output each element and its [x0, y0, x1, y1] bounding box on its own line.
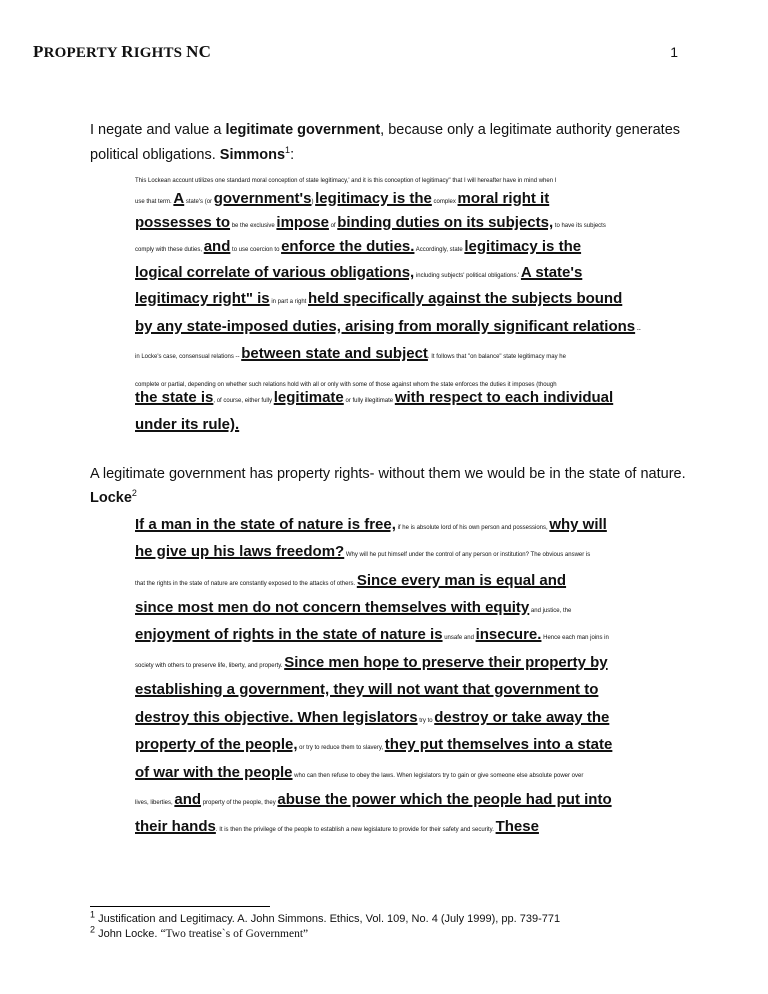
underlined-text: between state and subject — [241, 345, 428, 362]
card-text: lives, liberties, — [135, 800, 175, 806]
underlined-text: legitimacy is the — [464, 238, 582, 255]
card-line — [135, 791, 612, 809]
card-text: in Locke's case, consensual relations -- — [135, 354, 242, 360]
card-text: or try to reduce them to slavery, — [297, 745, 385, 751]
card-text: or fully illegitimate — [343, 398, 395, 404]
underlined-text: why will — [549, 516, 607, 533]
header-title — [33, 42, 211, 62]
underlined-text: he give up his laws freedom? — [135, 543, 345, 560]
card-text: and justice, the — [529, 608, 572, 614]
card-text: ) — [311, 199, 316, 205]
card-text: . It follows that "on balance" state legitimacy may he — [427, 354, 566, 360]
underlined-text: insecure. — [475, 626, 542, 643]
card-text: ROPERTY — [43, 45, 118, 61]
underlined-text: since most men do not concern themselves with equity — [135, 599, 530, 616]
card-line — [135, 238, 581, 256]
card-line — [135, 169, 556, 187]
card-line — [135, 389, 613, 407]
card-text: of — [328, 223, 338, 229]
card-text: unsafe and — [442, 635, 476, 641]
card-text: A legitimate government has property rights- without them we would be in the state of nature. — [90, 466, 686, 482]
underlined-text: by any state-imposed duties, arising from morally significant relations — [135, 318, 636, 335]
underlined-text: and — [203, 238, 231, 255]
cite-author: Simmons — [219, 147, 286, 163]
card-line — [135, 764, 583, 782]
footnote-divider — [90, 906, 270, 907]
underlined-text: legitimacy right" is — [135, 290, 270, 307]
card-text: P — [33, 42, 44, 61]
card-text: who can then refuse to obey the laws. When legislators try to gain or give someone else absolute power over — [292, 773, 584, 779]
underlined-text: property of the people, — [135, 736, 298, 753]
card-line — [135, 516, 607, 534]
card-text: legitimate government — [225, 122, 381, 138]
card-text: -- — [635, 327, 641, 333]
card-line — [135, 572, 566, 590]
card-text: state's (or — [184, 199, 214, 205]
card-text: “Two treatise`s of Government” — [160, 928, 309, 940]
page-number: 1 — [670, 44, 678, 60]
underlined-text: Since men hope to preserve their property by — [284, 654, 608, 671]
card-text: , of course, either fully — [213, 398, 274, 404]
card-line — [135, 818, 539, 836]
footnotes — [90, 909, 561, 942]
card-text: R — [121, 42, 134, 61]
underlined-text: binding duties on its subjects, — [337, 214, 554, 231]
underlined-text: possesses to — [135, 214, 231, 231]
card-line — [135, 416, 239, 434]
card-text: Justification and Legitimacy. A. John Simmons. Ethics, Vol. 109, No. 4 (July 1999), pp. 739-771 — [95, 913, 561, 925]
footnote-ref: 1 — [285, 145, 291, 156]
underlined-text: under its rule). — [135, 416, 240, 433]
locke-tag-paragraph — [90, 462, 710, 510]
card-line — [135, 214, 606, 232]
card-text: use that term. — [135, 199, 174, 205]
card-text: that the rights in the state of nature are constantly exposed to the attacks of others. — [135, 581, 357, 587]
underlined-text: These — [495, 818, 539, 835]
card-line — [135, 290, 622, 308]
underlined-text: A state's — [520, 264, 583, 281]
card-text: Hence each man joins in — [541, 635, 609, 641]
card-line — [135, 736, 612, 754]
card-text: , because only a legitimate authority generates political obligations. — [90, 122, 681, 163]
card-text: be the exclusive — [230, 223, 277, 229]
card-text: I negate and value a — [90, 122, 226, 138]
underlined-text: government's — [213, 190, 312, 207]
card-line — [135, 264, 582, 282]
card-line — [135, 599, 571, 617]
underlined-text: Since every man is equal and — [356, 572, 567, 589]
underlined-text: and — [174, 791, 202, 808]
underlined-text: establishing a government, they will not want that government to — [135, 681, 599, 698]
card-text: 1 — [90, 909, 96, 920]
card-line — [135, 543, 590, 561]
intro-paragraph — [90, 118, 690, 168]
card-text: complex — [431, 199, 458, 205]
underlined-text: enforce the duties. — [281, 238, 415, 255]
underlined-text: with respect to each individual — [394, 389, 614, 406]
card-line — [135, 681, 598, 699]
underlined-text: their hands — [135, 818, 216, 835]
card-text: to use coercion to — [230, 247, 282, 253]
underlined-text: destroy this objective. When legislators — [135, 709, 418, 726]
card-text: society with others to preserve life, liberty, and property. — [135, 663, 285, 669]
card-text: try to — [417, 718, 435, 724]
underlined-text: moral right it — [457, 190, 550, 207]
card-text: . It is then the privilege of the people to establish a new legislature to provide for their safety and security. — [215, 827, 496, 833]
underlined-text: legitimacy is the — [315, 190, 432, 207]
underlined-text: A — [173, 190, 185, 207]
card-text: to have its subjects — [553, 223, 606, 229]
card-text: if he is absolute lord of his own person and possessions, — [395, 525, 550, 531]
underlined-text: abuse the power which the people had put into — [277, 791, 612, 808]
card-text: IGHTS — [133, 45, 183, 61]
card-text: Accordingly, state — [414, 247, 465, 253]
card-line — [135, 654, 608, 672]
card-text: This Lockean account utilizes one standard moral conception of state legitimacy,' and it is this conception of legitimacy" that I will hereafter have in mind when I — [135, 178, 557, 184]
underlined-text: they put themselves into a state — [384, 736, 613, 753]
footnote-ref: 2 — [131, 488, 137, 499]
underlined-text: the state is — [135, 389, 214, 406]
card-text: 2 — [90, 924, 96, 935]
underlined-text: enjoyment of rights in the state of nature is — [135, 626, 443, 643]
underlined-text: logical correlate of various obligations, — [135, 264, 415, 281]
card-line — [135, 345, 566, 363]
underlined-text: If a man in the state of nature is free, — [135, 516, 396, 533]
page-header — [33, 42, 678, 66]
card-line — [135, 318, 641, 336]
card-text: comply with these duties, — [135, 247, 204, 253]
underlined-text: legitimate — [273, 389, 344, 406]
underlined-text: destroy or take away the — [434, 709, 610, 726]
underlined-text: impose — [276, 214, 329, 231]
card-text: in part a right — [269, 299, 309, 305]
card-text: John Locke. — [95, 928, 161, 940]
underlined-text: held specifically against the subjects bound — [308, 290, 623, 307]
footnote-2 — [90, 924, 560, 942]
card-text: Why will he put himself under the control of any person or institution? The obvious answer is — [344, 552, 591, 558]
card-line — [135, 626, 609, 644]
card-line — [135, 190, 549, 208]
card-text: property of the people, they — [201, 800, 278, 806]
footnote-1 — [90, 909, 561, 927]
underlined-text: of war with the people — [135, 764, 293, 781]
card-text: NC — [186, 42, 212, 61]
cite-author: Locke — [90, 490, 132, 506]
card-text: complete or partial, depending on whether such relations hold with all or only with some of those against whom the state enforces the duties it imposes (though — [135, 382, 557, 388]
card-text: including subjects' political obligations.' — [414, 273, 521, 279]
card-text: : — [290, 147, 295, 163]
card-line — [135, 709, 609, 727]
